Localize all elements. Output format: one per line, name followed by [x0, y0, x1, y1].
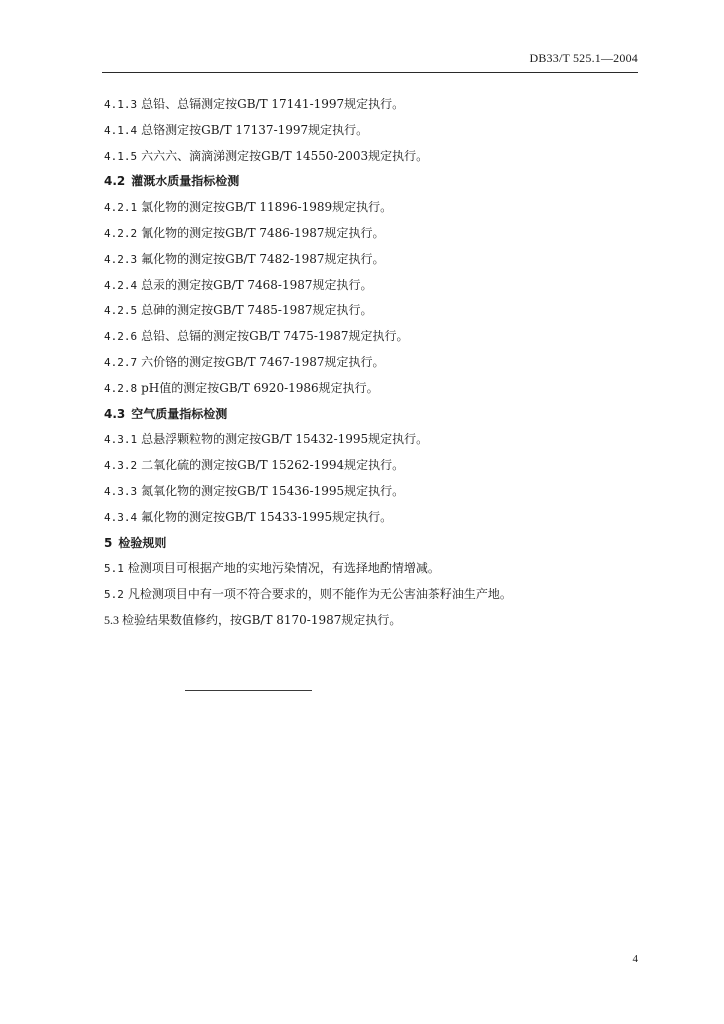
page-number: 4 [632, 953, 638, 965]
clause-number: 4.2.2 [104, 226, 138, 240]
clause-4-2-1 [104, 199, 644, 225]
clause-5-2 [104, 586, 644, 612]
clause-4-2-8 [104, 380, 644, 406]
clause-text: 检测项目可根据产地的实地污染情况，有选择地酌情增减。 [127, 561, 440, 576]
clause-text: pH值的测定按GB/T 6920-1986规定执行。 [141, 380, 379, 395]
section-title: 灌溉水质量指标检测 [131, 174, 240, 189]
section-number: 4.2 [104, 174, 126, 189]
document-body [104, 96, 644, 638]
clause-text: 氮氧化物的测定按GB/T 15436-1995规定执行。 [141, 483, 405, 498]
clause-5-1 [104, 560, 644, 586]
clause-4-2-7 [104, 354, 644, 380]
clause-text: 总汞的测定按GB/T 7468-1987规定执行。 [141, 277, 373, 292]
clause-number: 4.2.6 [104, 330, 138, 344]
clause-text: 六六六、滴滴涕测定按GB/T 14550-2003规定执行。 [141, 148, 429, 163]
clause-text: 六价铬的测定按GB/T 7467-1987规定执行。 [141, 354, 385, 369]
clause-4-2-2 [104, 225, 644, 251]
clause-number: 5.2 [104, 588, 124, 602]
clause-number: 4.2.3 [104, 252, 138, 266]
clause-text: 二氧化硫的测定按GB/T 15262-1994规定执行。 [141, 458, 405, 473]
clause-text: 总悬浮颗粒物的测定按GB/T 15432-1995规定执行。 [141, 432, 429, 447]
clause-number: 4.2.1 [104, 201, 138, 215]
clause-5-3 [104, 612, 644, 638]
clause-text: 凡检测项目中有一项不符合要求的，则不能作为无公害油茶籽油生产地。 [127, 587, 512, 602]
clause-number: 4.1.4 [104, 123, 138, 137]
clause-4-1-5 [104, 148, 644, 174]
section-heading-4-2 [104, 173, 644, 199]
clause-4-2-3 [104, 251, 644, 277]
clause-text: 氰化物的测定按GB/T 7486-1987规定执行。 [141, 225, 385, 240]
section-title: 空气质量指标检测 [131, 406, 228, 421]
clause-4-1-3 [104, 96, 644, 122]
clause-4-1-4 [104, 122, 644, 148]
clause-number: 5.1 [104, 562, 124, 576]
section-heading-5 [104, 535, 644, 561]
clause-number: 4.3.4 [104, 510, 138, 524]
clause-text: 总砷的测定按GB/T 7485-1987规定执行。 [141, 303, 373, 318]
end-of-document-rule [185, 690, 312, 691]
section-number: 5 [104, 535, 113, 550]
clause-4-3-4 [104, 509, 644, 535]
clause-number: 4.2.5 [104, 304, 138, 318]
clause-number: 4.1.3 [104, 98, 138, 111]
clause-number: 4.3.2 [104, 459, 138, 473]
header-divider [102, 72, 638, 73]
clause-text: 总铬测定按GB/T 17137-1997规定执行。 [141, 122, 369, 137]
clause-number: 4.1.5 [104, 149, 138, 163]
clause-number: 4.3.1 [104, 433, 138, 447]
clause-4-3-2 [104, 457, 644, 483]
clause-number: 4.2.8 [104, 381, 138, 395]
clause-text: 氟化物的测定按GB/T 7482-1987规定执行。 [141, 251, 385, 266]
clause-number: 4.2.4 [104, 278, 138, 292]
clause-4-2-6 [104, 328, 644, 354]
section-title: 检验规则 [118, 535, 167, 550]
document-code: DB33/T 525.1—2004 [529, 51, 638, 65]
clause-text: 氟化物的测定按GB/T 15433-1995规定执行。 [141, 509, 393, 524]
clause-4-2-5 [104, 302, 644, 328]
clause-4-3-1 [104, 431, 644, 457]
clause-4-2-4 [104, 277, 644, 303]
clause-text: 检验结果数值修约，按GB/T 8170-1987规定执行。 [122, 612, 402, 627]
clause-text: 氯化物的测定按GB/T 11896-1989规定执行。 [141, 200, 393, 215]
clause-number: 5.3 [104, 612, 119, 627]
clause-number: 4.3.3 [104, 484, 138, 498]
section-heading-4-3 [104, 406, 644, 432]
clause-4-3-3 [104, 483, 644, 509]
clause-text: 总铅、总镉的测定按GB/T 7475-1987规定执行。 [141, 329, 409, 344]
section-number: 4.3 [104, 406, 126, 421]
clause-number: 4.2.7 [104, 355, 138, 369]
clause-text: 总铅、总镉测定按GB/T 17141-1997规定执行。 [141, 97, 405, 111]
